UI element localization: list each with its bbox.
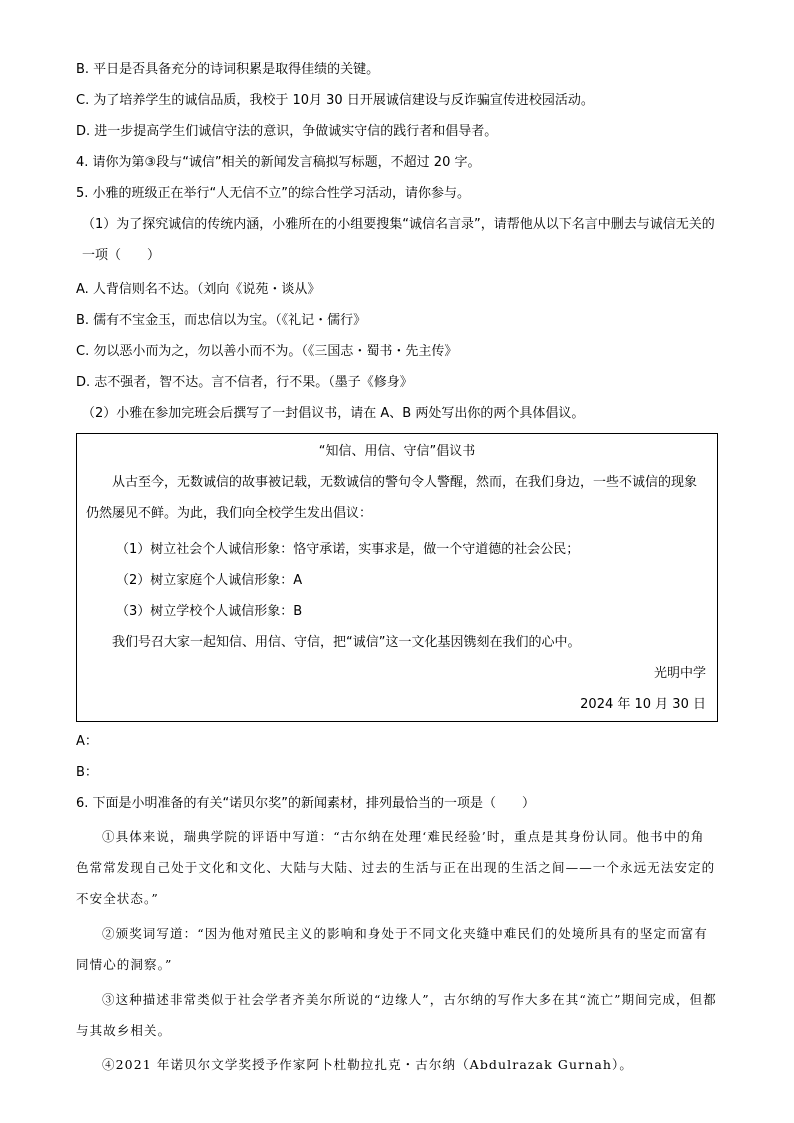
letter-item-3: （3）树立学校个人诚信形象：B [116, 604, 303, 619]
exam-page [76, 60, 718, 1086]
letter-item-1: （1）树立社会个人诚信形象：恪守承诺，实事求是，做一个守道德的社会公民； [116, 542, 580, 557]
letter-intro: 从古至今，无数诚信的故事被记载，无数诚信的警句令人警醒，然而，在我们身边，一些不诚信的现象仍然屡见不鲜。为此，我们向全校学生发出倡议： [86, 475, 698, 521]
material-3: ③这种描述非常类似于社会学者齐美尔所说的“边缘人”，古尔纳的写作大多在其“流亡”期间完成，但都与其故乡相关。 [76, 992, 717, 1038]
question-5-part-2: （2）小雅在参加完班会后撰写了一封倡议书，请在 A、B 两处写出你的两个具体倡议。 [82, 406, 585, 421]
option-d: D. 进一步提高学生们诚信守法的意识，争做诚实守信的践行者和倡导者。 [76, 124, 498, 139]
letter-title: “知信、用信、守信”倡议书 [318, 444, 476, 459]
question-5-stem: 5. 小雅的班级正在举行“人无信不立”的综合性学习活动，请你参与。 [76, 186, 471, 201]
proposal-letter-box [76, 433, 718, 722]
material-2: ②颁奖词写道：“因为他对殖民主义的影响和身处于不同文化夹缝中难民们的处境所具有的坚定而富有同情心的洞察。” [76, 926, 708, 972]
answer-a-blank[interactable]: A： [76, 734, 98, 749]
letter-signer: 光明中学 [653, 666, 706, 681]
letter-call: 我们号召大家一起知信、用信、守信，把“诚信”这一文化基因镌刻在我们的心中。 [112, 635, 581, 650]
option-c: C. 为了培养学生的诚信品质，我校于 10月 30 日开展诚信建设与反诈骗宣传进校园活动。 [76, 93, 594, 108]
material-1: ①具体来说，瑞典学院的评语中写道：“古尔纳在处理‘难民经验’时，重点是其身份认同。他书中的角色常常发现自己处于文化和文化、大陆与大陆、过去的生活与正在出现的生活之间——一个永远无法安定的不安全状态。” [76, 829, 716, 906]
letter-item-2: （2）树立家庭个人诚信形象：A [116, 573, 303, 588]
answer-b-blank[interactable]: B： [76, 765, 98, 780]
quote-option-c: C. 勿以恶小而为之，勿以善小而不为。（《三国志・蜀书・先主传》 [76, 344, 458, 359]
option-b: B. 平日是否具备充分的诗词积累是取得佳绩的关键。 [76, 62, 380, 77]
quote-option-d: D. 志不强者，智不达。言不信者，行不果。（墨子《修身》 [76, 375, 413, 390]
question-5-part-1: （1）为了探究诚信的传统内涵，小雅所在的小组要搜集“诚信名言录”，请帮他从以下名言中删去与诚信无关的一项（ ） [82, 217, 715, 263]
letter-date: 2024 年 10 月 30 日 [580, 697, 706, 712]
question-4: 4. 请你为第③段与“诚信”相关的新闻发言稿拟写标题，不超过 20 字。 [76, 155, 481, 170]
quote-option-a: A. 人背信则名不达。（刘向《说苑・谈从》 [76, 282, 321, 297]
question-6-stem: 6. 下面是小明准备的有关“诺贝尔奖”的新闻素材，排列最恰当的一项是（ ） [76, 796, 536, 811]
quote-option-b: B. 儒有不宝金玉，而忠信以为宝。（《礼记・儒行》 [76, 313, 367, 328]
material-4: ④2021 年诺贝尔文学奖授予作家阿卜杜勒拉扎克・古尔纳（Abdulrazak Gurnah）。 [102, 1057, 633, 1072]
